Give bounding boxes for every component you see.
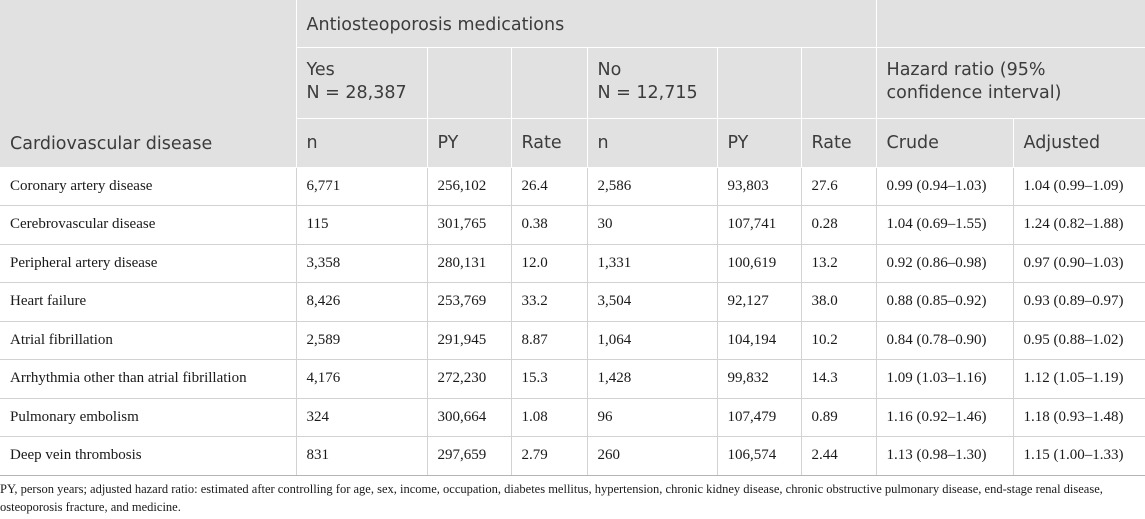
cell-yes-n: 8,426 [296,283,427,322]
cell-no-py: 93,803 [717,167,801,206]
cell-yes-py: 272,230 [427,360,511,399]
cell-no-n: 3,504 [587,283,717,322]
cell-adjusted-hr: 1.15 (1.00–1.33) [1013,437,1145,476]
cell-yes-n: 2,589 [296,321,427,360]
cell-adjusted-hr: 0.97 (0.90–1.03) [1013,244,1145,283]
header-hazard-ratio: Hazard ratio (95% confidence interval) [876,47,1145,118]
cell-yes-py: 256,102 [427,167,511,206]
cell-yes-n: 324 [296,398,427,437]
cell-disease: Atrial fibrillation [0,321,296,360]
cell-crude-hr: 1.04 (0.69–1.55) [876,206,1013,245]
header-yes-n-col: n [296,118,427,167]
cell-no-py: 107,479 [717,398,801,437]
cell-adjusted-hr: 1.24 (0.82–1.88) [1013,206,1145,245]
header-yes-rate-col: Rate [511,118,587,167]
cell-yes-rate: 1.08 [511,398,587,437]
cell-no-py: 92,127 [717,283,801,322]
cell-yes-rate: 2.79 [511,437,587,476]
cell-yes-rate: 12.0 [511,244,587,283]
cell-disease: Heart failure [0,283,296,322]
header-hr-spacer [876,0,1145,47]
cell-yes-n: 6,771 [296,167,427,206]
cell-yes-py: 253,769 [427,283,511,322]
cell-no-rate: 2.44 [801,437,876,476]
cell-no-rate: 38.0 [801,283,876,322]
cell-adjusted-hr: 1.04 (0.99–1.09) [1013,167,1145,206]
cell-no-n: 2,586 [587,167,717,206]
cell-crude-hr: 0.84 (0.78–0.90) [876,321,1013,360]
table-row [0,167,1145,206]
cell-yes-py: 301,765 [427,206,511,245]
cell-no-n: 1,064 [587,321,717,360]
cell-yes-py: 280,131 [427,244,511,283]
cell-disease: Cerebrovascular disease [0,206,296,245]
cell-crude-hr: 0.99 (0.94–1.03) [876,167,1013,206]
table-row [0,244,1145,283]
cell-adjusted-hr: 1.12 (1.05–1.19) [1013,360,1145,399]
cell-disease: Coronary artery disease [0,167,296,206]
cell-yes-rate: 8.87 [511,321,587,360]
cell-no-n: 96 [587,398,717,437]
cell-disease: Arrhythmia other than atrial fibrillation [0,360,296,399]
cell-yes-py: 297,659 [427,437,511,476]
cell-no-py: 107,741 [717,206,801,245]
cell-yes-py: 291,945 [427,321,511,360]
cell-no-rate: 13.2 [801,244,876,283]
header-no-n: N = 12,715 [597,82,698,103]
cell-yes-n: 115 [296,206,427,245]
header-yes-py-col: PY [427,118,511,167]
cell-no-py: 100,619 [717,244,801,283]
cell-no-rate: 10.2 [801,321,876,360]
header-no-spacer-rate [801,47,876,118]
table-row [0,283,1145,322]
cell-disease: Pulmonary embolism [0,398,296,437]
table-row [0,437,1145,476]
cell-yes-rate: 33.2 [511,283,587,322]
cell-yes-n: 4,176 [296,360,427,399]
header-yes-label: Yes [306,59,335,80]
cell-no-n: 30 [587,206,717,245]
cell-yes-rate: 0.38 [511,206,587,245]
cell-no-rate: 0.89 [801,398,876,437]
header-cardiovascular-disease: Cardiovascular disease [0,0,296,167]
cell-yes-rate: 26.4 [511,167,587,206]
cell-no-py: 104,194 [717,321,801,360]
table-header [0,0,1145,167]
cell-crude-hr: 0.92 (0.86–0.98) [876,244,1013,283]
cell-yes-rate: 15.3 [511,360,587,399]
cell-no-rate: 0.28 [801,206,876,245]
cell-no-rate: 27.6 [801,167,876,206]
cell-yes-n: 831 [296,437,427,476]
header-no-group [587,47,717,118]
header-no-spacer-py [717,47,801,118]
table-footnote: PY, person years; adjusted hazard ratio: estimated after controlling for age, sex, income, occupation, diabetes mellitus, hypertension, chronic kidney disease, chronic obstructive pulmonary disease, end-stage renal disease, osteoporosis fracture, and medicine. [0,482,1103,514]
header-yes-spacer-rate [511,47,587,118]
cell-no-py: 106,574 [717,437,801,476]
cell-crude-hr: 1.16 (0.92–1.46) [876,398,1013,437]
cell-no-rate: 14.3 [801,360,876,399]
cell-crude-hr: 1.09 (1.03–1.16) [876,360,1013,399]
table-row [0,360,1145,399]
header-yes-spacer-py [427,47,511,118]
cell-disease: Peripheral artery disease [0,244,296,283]
header-no-py-col: PY [717,118,801,167]
cell-yes-py: 300,664 [427,398,511,437]
cell-no-py: 99,832 [717,360,801,399]
header-antiosteoporosis-medications: Antiosteoporosis medications [296,0,876,47]
cell-adjusted-hr: 0.95 (0.88–1.02) [1013,321,1145,360]
cell-no-n: 1,331 [587,244,717,283]
table-row [0,206,1145,245]
table-row [0,398,1145,437]
header-adjusted-col: Adjusted [1013,118,1145,167]
header-yes-n: N = 28,387 [306,82,407,103]
cell-no-n: 1,428 [587,360,717,399]
cell-disease: Deep vein thrombosis [0,437,296,476]
cell-no-n: 260 [587,437,717,476]
header-no-rate-col: Rate [801,118,876,167]
cell-adjusted-hr: 1.18 (0.93–1.48) [1013,398,1145,437]
cell-crude-hr: 0.88 (0.85–0.92) [876,283,1013,322]
cell-crude-hr: 1.13 (0.98–1.30) [876,437,1013,476]
table-body [0,167,1145,475]
header-no-n-col: n [587,118,717,167]
header-no-label: No [597,59,622,80]
header-yes-group [296,47,427,118]
header-crude-col: Crude [876,118,1013,167]
cell-yes-n: 3,358 [296,244,427,283]
table-row [0,321,1145,360]
cell-adjusted-hr: 0.93 (0.89–0.97) [1013,283,1145,322]
